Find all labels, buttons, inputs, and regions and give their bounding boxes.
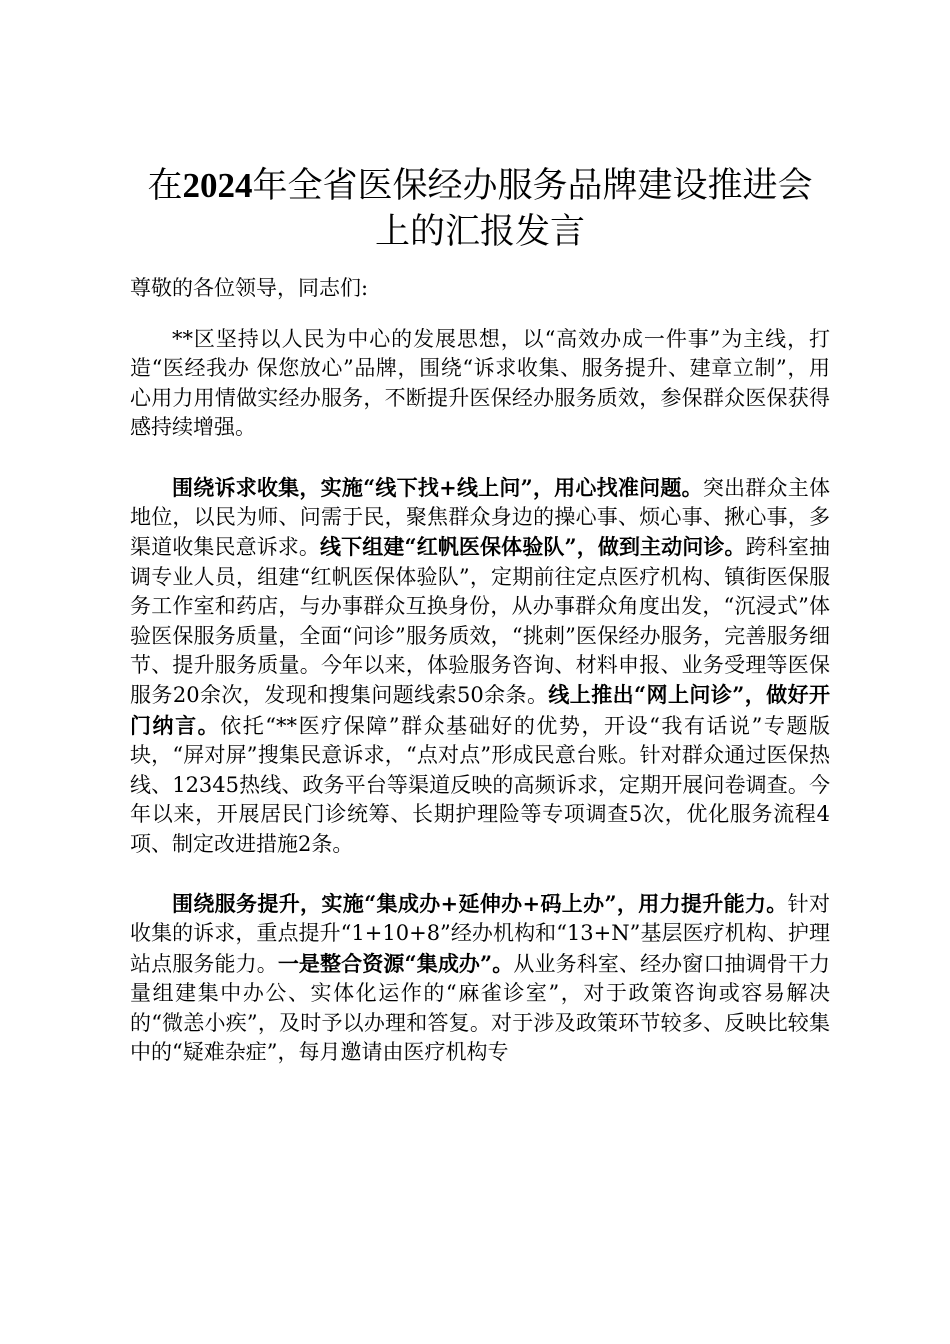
section-1-paragraph: [130, 473, 830, 859]
section-2-text-1: 针对收集的诉求，重点提升“1+10+8”经办机构和“13+N”基层医疗机构、护理站点服务能力。: [130, 891, 830, 976]
section-1-text-3: 依托“**医疗保障”群众基础好的优势，开设“我有话说”专题版块，“屏对屏”搜集民意诉求，“点对点”形成民意台账。针对群众通过医保热线、12345热线、政务平台等渠道反映的高频诉求，定期开展问卷调查。今年以来，开展居民门诊统筹、长期护理险等专项调查5次，优化服务流程4项、制定改进措施2条。: [130, 713, 830, 856]
section-2-subheading-1: 一是整合资源“集成办”。: [277, 950, 514, 976]
section-1-text-1: 突出群众主体地位，以民为师、问需于民，聚焦群众身边的操心事、烦心事、揪心事，多渠道收集民意诉求。: [130, 475, 830, 560]
title-prefix: 在: [147, 166, 183, 206]
section-2-paragraph: [130, 889, 830, 1067]
section-1-subheading-1: 线下组建“红帆医保体验队”，做到主动问诊。: [320, 534, 746, 560]
section-1-subheading-2: 线上推出“网上问诊”，做好开门纳言。: [130, 682, 830, 738]
salutation: 尊敬的各位领导，同志们:: [130, 276, 369, 300]
intro-paragraph: **区坚持以人民为中心的发展思想，以“高效办成一件事”为主线，打造“医经我办 保您放心”品牌，围绕“诉求收集、服务提升、建章立制”，用心用力用情做实经办服务，不断提升医保经办服务质效，参保群众医保获得感持续增强。: [130, 327, 830, 440]
title-year: 2024: [182, 166, 253, 205]
section-2-heading: 围绕服务提升，实施“集成办+延伸办+码上办”，用力提升能力。: [172, 890, 788, 916]
document-title: [130, 163, 830, 255]
title-rest: 年全省医保经办服务品牌建设推进会上的汇报发言: [252, 166, 813, 252]
section-1-text-2: 跨科室抽调专业人员，组建“红帆医保体验队”，定期前往定点医疗机构、镇街医保服务工作室和药店，与办事群众互换身份，从办事群众角度出发，“沉浸式”体验医保服务质量，全面“问诊”服务质效，“挑刺”医保经办服务，完善服务细节、提升服务质量。今年以来，体验服务咨询、材料申报、业务受理等医保服务20余次，发现和搜集问题线索50余条。: [130, 535, 830, 708]
document-page: [130, 163, 830, 1067]
section-1-heading: 围绕诉求收集，实施“线下找+线上问”，用心找准问题。: [172, 474, 703, 500]
section-2-text-2: 从业务科室、经办窗口抽调骨干力量组建集中办公、实体化运作的“麻雀诊室”，对于政策咨询或容易解决的“微恙小疾”，及时予以办理和答复。对于涉及政策环节较多、反映比较集中的“疑难杂症”，每月邀请由医疗机构专: [130, 951, 830, 1064]
